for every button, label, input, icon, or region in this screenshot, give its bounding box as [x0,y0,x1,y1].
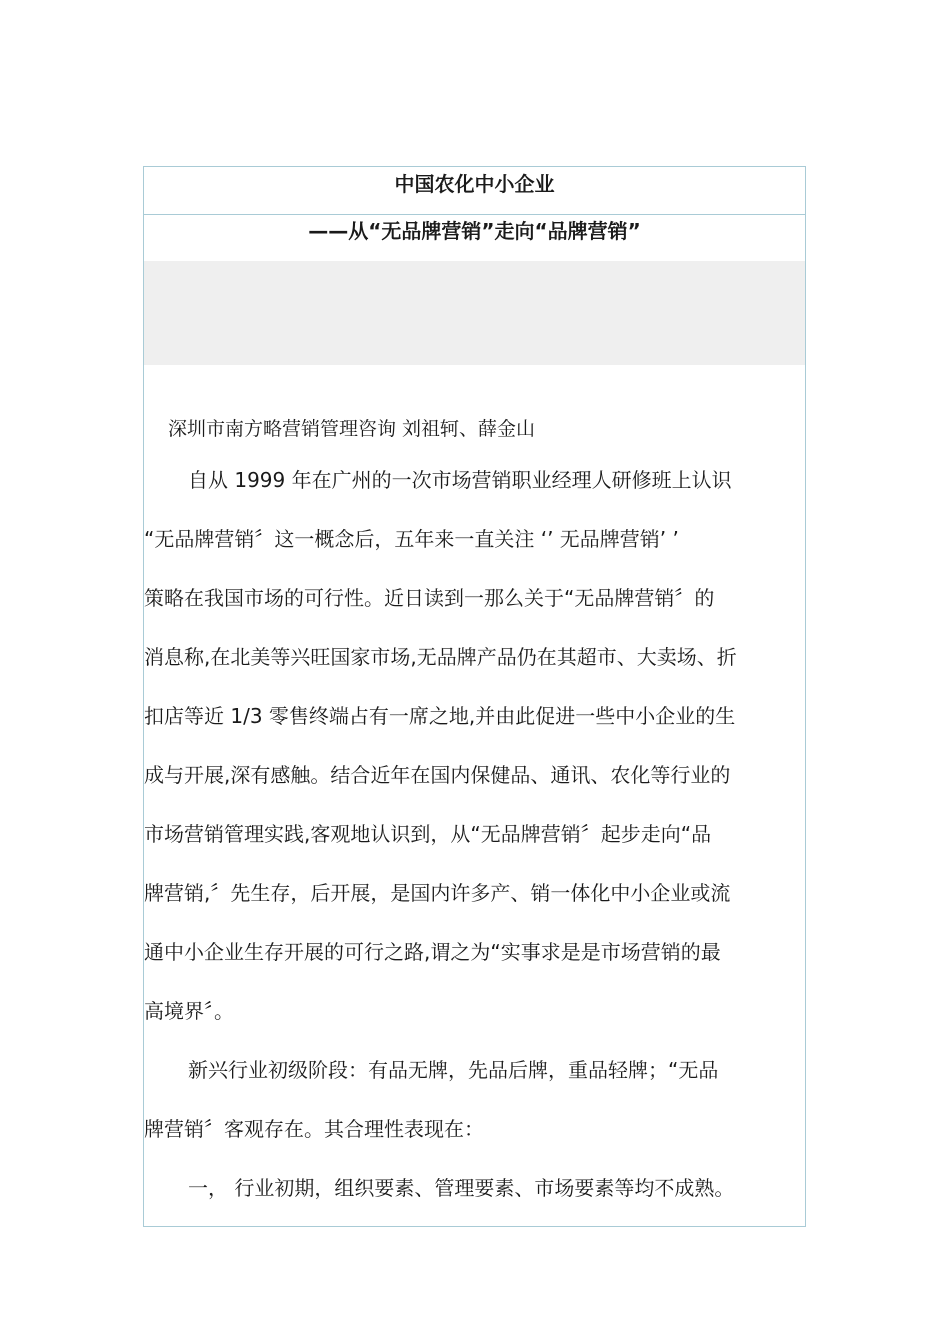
document-title: 中国农化中小企业 [144,167,805,215]
text-line: 扣店等近 1/3 零售终端占有一席之地,并由此促进一些中小企业的生 [144,704,736,728]
paragraph-2 [144,1041,805,1159]
author-line: 深圳市南方略营销管理咨询 刘祖轲、薛金山 [168,418,536,440]
text-line: 牌营销〞客观存在。其合理性表现在： [144,1117,484,1141]
text-line: 通中小企业生存开展的可行之路,谓之为“实事求是是市场营销的最 [144,940,721,964]
text-line: 一， 行业初期，组织要素、管理要素、市场要素等均不成熟。 [188,1176,735,1200]
text-line: 成与开展,深有感触。结合近年在国内保健品、通讯、农化等行业的 [144,763,731,787]
document-frame [143,166,806,1227]
text-line: 策略在我国市场的可行性。近日读到一那么关于“无品牌营销〞的 [144,586,715,610]
paragraph-1 [144,451,805,1041]
text-line: 自从 1999 年在广州的一次市场营销职业经理人研修班上认识 [188,468,732,492]
text-line: 消息称,在北美等兴旺国家市场,无品牌产品仍在其超市、大卖场、折 [144,645,737,669]
text-line: 新兴行业初级阶段：有品无牌，先品后牌，重品轻牌；“无品 [188,1058,719,1082]
text-line: “无品牌营销〞这一概念后，五年来一直关注 ‘’ 无品牌营销’ ’ [144,527,679,551]
document-subtitle: ——从“无品牌营销”走向“品牌营销” [308,219,641,243]
header-band [144,261,805,365]
body-text [144,451,805,1218]
paragraph-3 [144,1159,805,1218]
text-line: 牌营销,〞先生存，后开展，是国内许多产、销一体化中小企业或流 [144,881,731,905]
text-line: 市场营销管理实践,客观地认识到，从“无品牌营销〞起步走向“品 [144,822,712,846]
text-line: 高境界〞。 [144,999,234,1023]
